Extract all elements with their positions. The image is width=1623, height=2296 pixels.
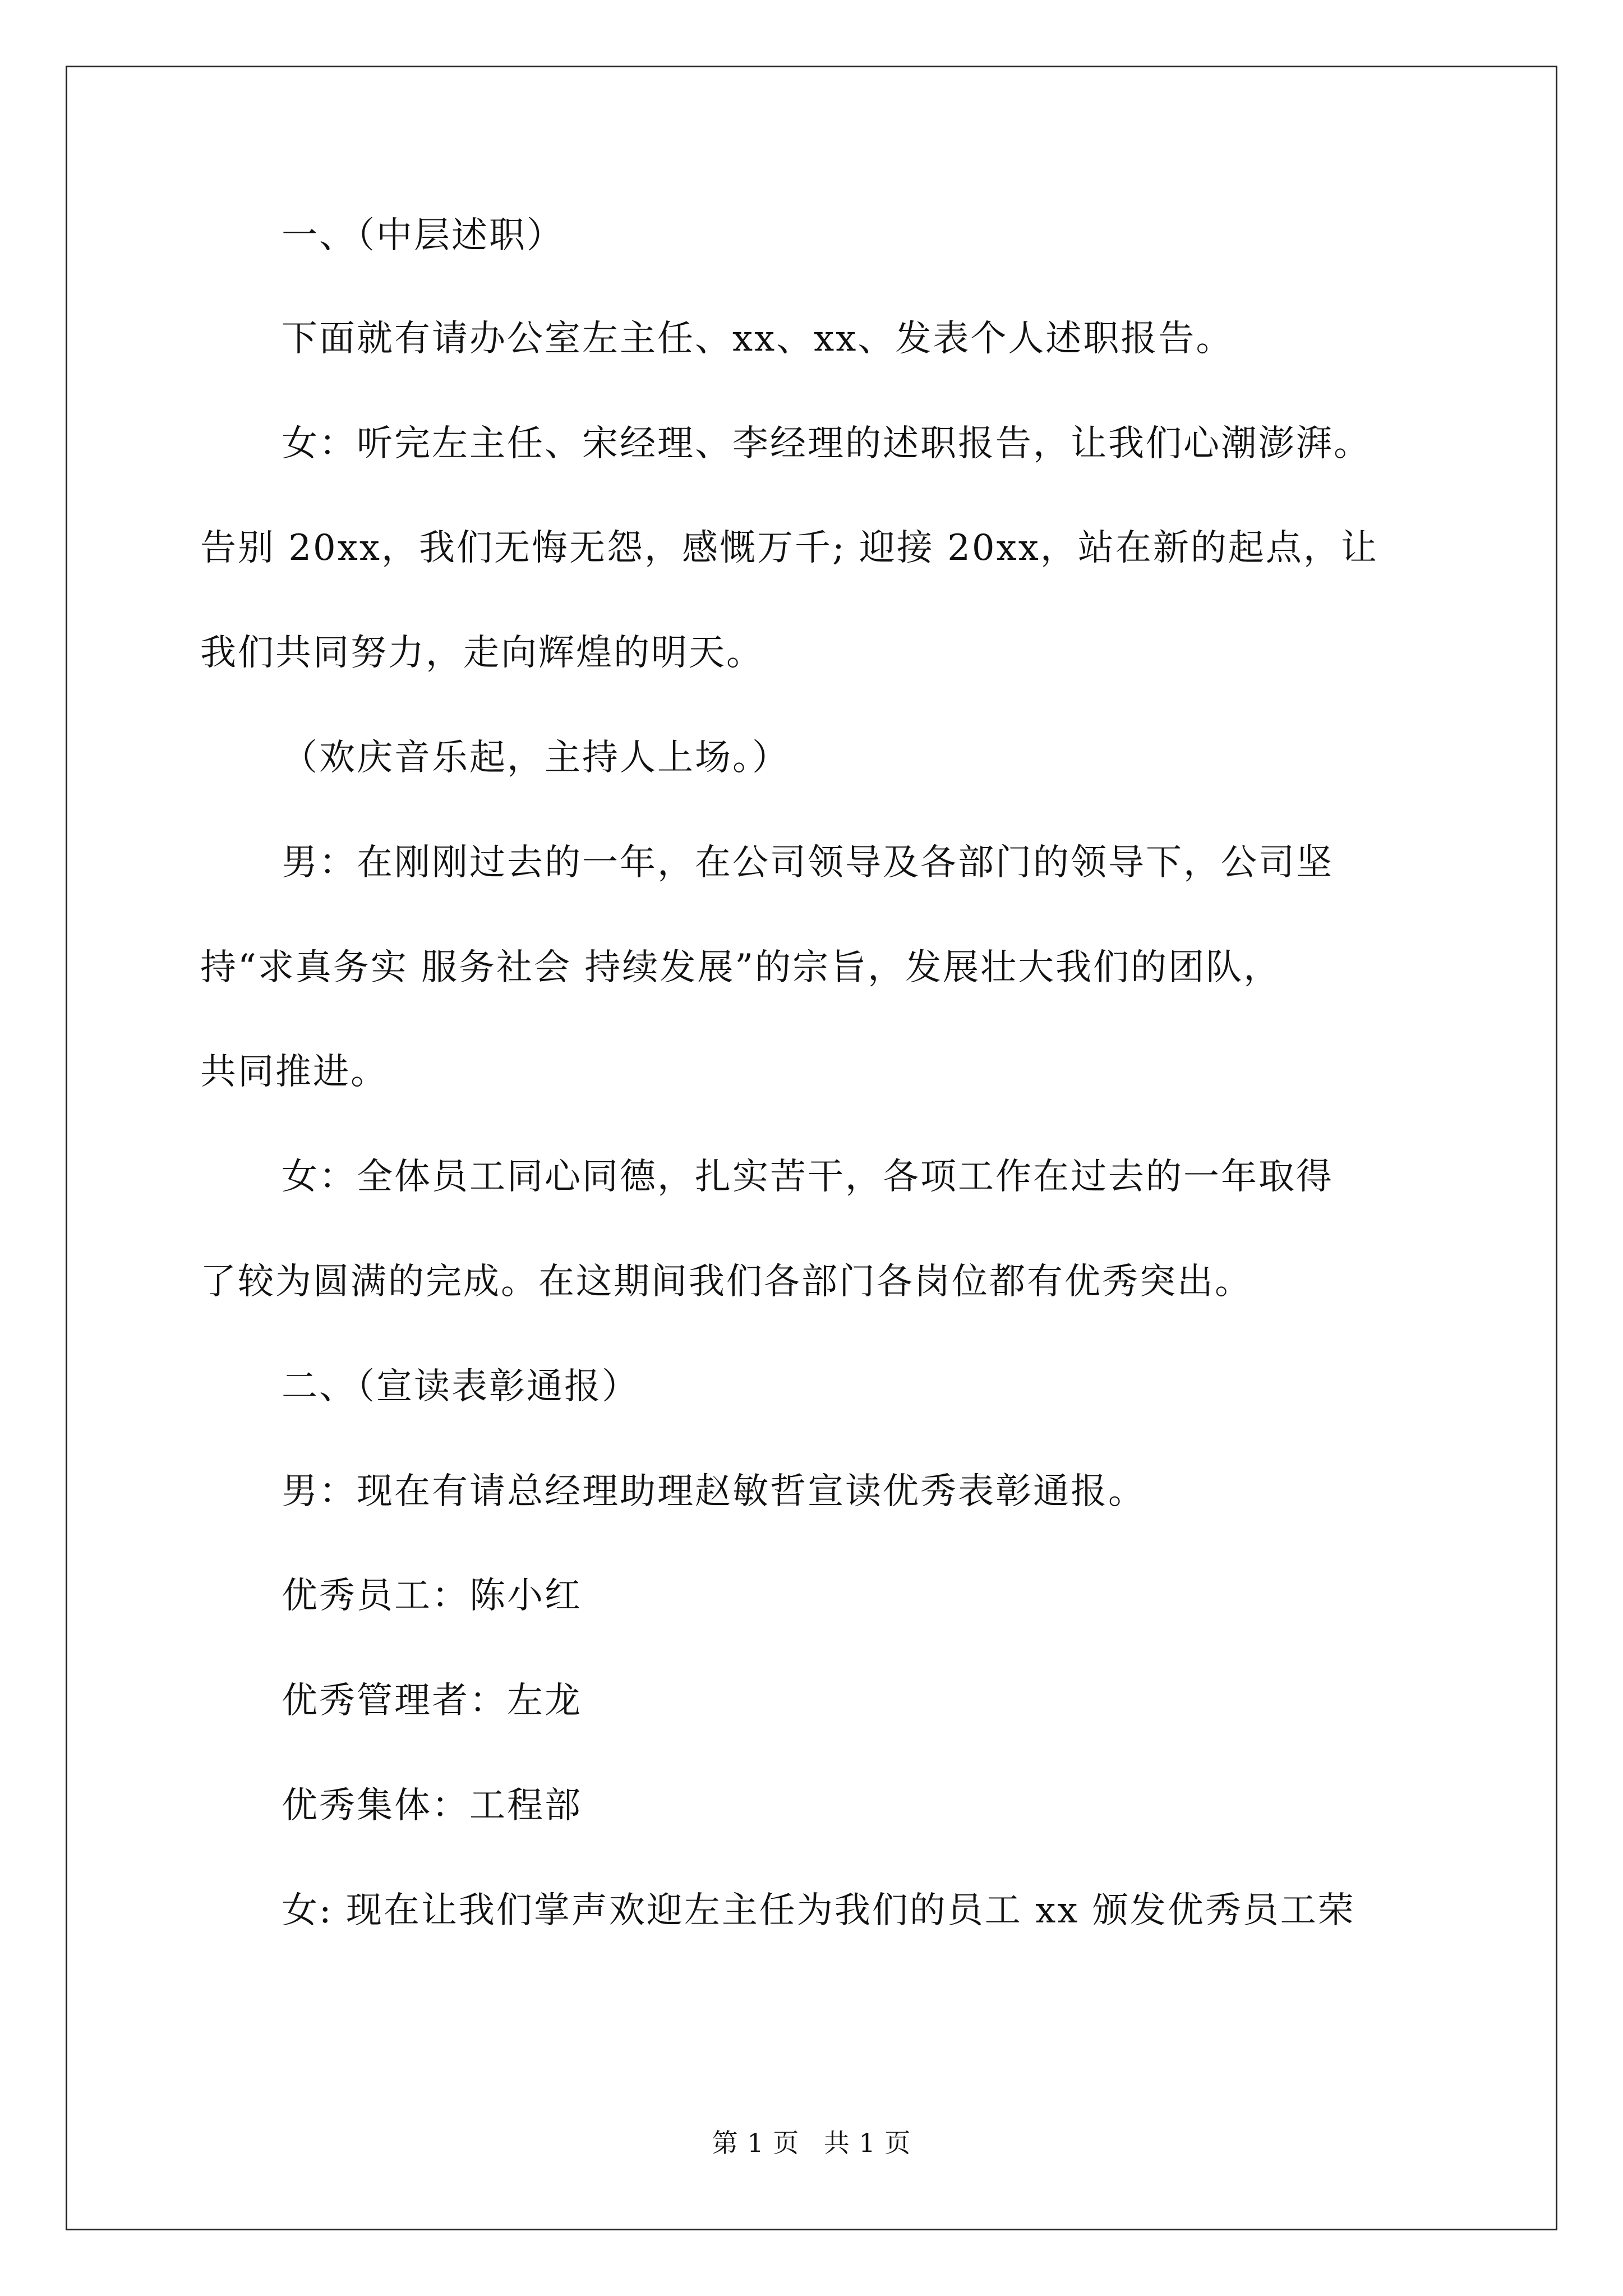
paragraph-line: 男：现在有请总经理助理赵敏哲宣读优秀表彰通报。: [282, 1471, 1146, 1512]
award-line: 优秀集体：工程部: [282, 1785, 582, 1826]
paragraph-line: 我们共同努力，走向辉煌的明天。: [200, 632, 764, 674]
paragraph-line: 共同推进。: [200, 1051, 388, 1093]
page-total: 共 1 页: [823, 2128, 911, 2158]
award-line: 优秀管理者：左龙: [282, 1680, 582, 1722]
stage-direction: （欢庆音乐起，主持人上场。）: [282, 737, 790, 779]
paragraph-line: 告别 20xx，我们无悔无怨，感慨万千; 迎接 20xx，站在新的起点，让: [200, 527, 1378, 569]
section-heading-1: 一、（中层述职）: [282, 215, 564, 256]
paragraph-line: 女：全体员工同心同德，扎实苦干，各项工作在过去的一年取得: [282, 1156, 1334, 1198]
page-footer: [0, 2126, 1623, 2160]
paragraph-line: 女: 现在让我们掌声欢迎左主任为我们的员工 xx 颁发优秀员工荣: [282, 1890, 1355, 1931]
paragraph-line: 男：在刚刚过去的一年，在公司领导及各部门的领导下，公司坚: [282, 842, 1334, 884]
award-line: 优秀员工：陈小红: [282, 1575, 582, 1617]
paragraph-line: 持“求真务实 服务社会 持续发展”的宗旨，发展壮大我们的团队，: [200, 947, 1281, 988]
paragraph-line: 了较为圆满的完成。在这期间我们各部门各岗位都有优秀突出。: [200, 1261, 1252, 1303]
section-heading-2: 二、（宣读表彰通报）: [282, 1366, 639, 1407]
page-number: 第 1 页: [712, 2128, 800, 2158]
paragraph-line: 女：听完左主任、宋经理、李经理的述职报告，让我们心潮澎湃。: [282, 423, 1371, 464]
paragraph-line: 下面就有请办公室左主任、xx、xx、发表个人述职报告。: [282, 318, 1234, 360]
